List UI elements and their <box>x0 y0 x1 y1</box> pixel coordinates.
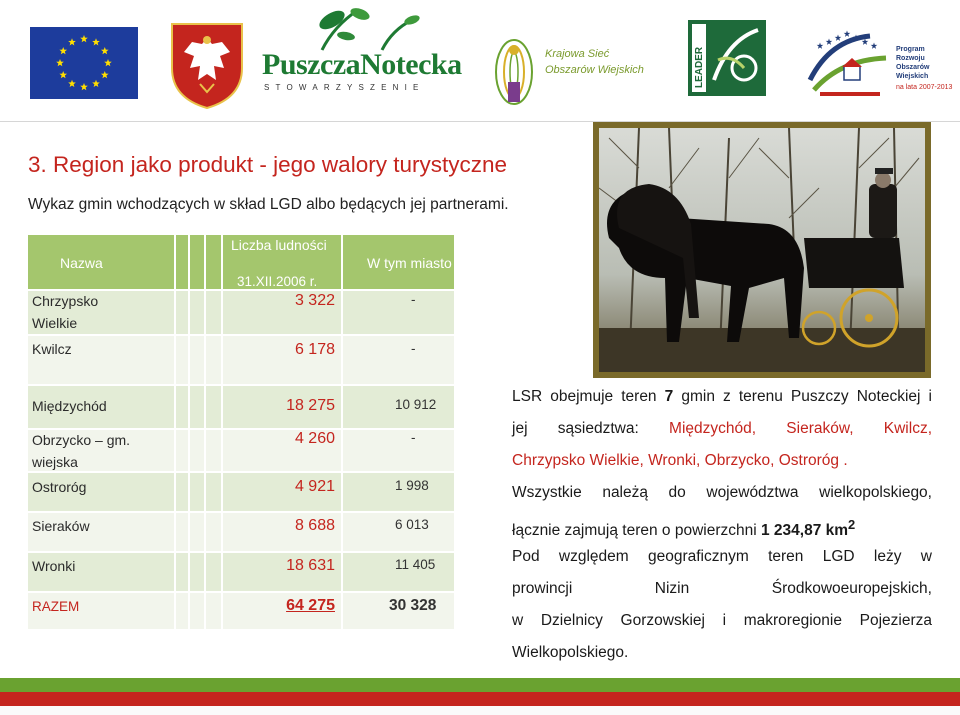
desc-line-9: Wielkopolskiego. <box>512 644 629 661</box>
row-city: - <box>411 430 416 445</box>
prow-line4: Wiejskich <box>896 73 929 80</box>
eu-flag-icon <box>30 27 138 99</box>
table-row <box>28 336 456 386</box>
prow-star-icon <box>871 43 878 49</box>
total-population: 64 275 <box>286 597 335 614</box>
header-population-line1: Liczba ludności <box>231 237 327 253</box>
desc-line-2: jej sąsiedztwa: Międzychód, Sieraków, Kwilcz, <box>512 420 932 437</box>
row-city: - <box>411 292 416 307</box>
prow-star-icon <box>826 39 833 45</box>
prow-logo-icon <box>800 20 900 96</box>
row-city: 6 013 <box>395 517 429 532</box>
row-population: 3 322 <box>294 292 335 309</box>
prow-line5: na lata 2007-2013 <box>896 84 953 91</box>
header-name: Nazwa <box>60 255 103 271</box>
desc-line-3: Chrzypsko Wielkie, Wronki, Obrzycko, Ostroróg . <box>512 452 848 469</box>
row-city: 1 998 <box>395 478 429 493</box>
ksow-line1: Krajowa Sieć <box>545 48 610 60</box>
prow-star-icon <box>835 35 842 41</box>
puszcza-notecka-subtitle: STOWARZYSZENIE <box>264 83 425 92</box>
wielkopolska-crest-icon <box>170 22 244 110</box>
desc-line-4: Wszystkie należą do województwa wielkopolskiego, <box>512 484 932 501</box>
row-name: Wronki <box>32 558 76 574</box>
prow-line2: Rozwoju <box>896 55 925 62</box>
row-city: 10 912 <box>395 397 437 412</box>
table-row <box>28 386 456 430</box>
row-name: Chrzypsko <box>32 293 99 309</box>
row-name: Sieraków <box>32 518 90 534</box>
desc-line-5: łącznie zajmują teren o powierzchni 1 234,87 $km^2$ <box>512 517 856 540</box>
footer-white-stripe <box>0 706 960 715</box>
header-city: W tym miasto <box>367 255 452 271</box>
row-city: - <box>411 341 416 356</box>
row-population: 4 921 <box>294 478 335 495</box>
footer-green-stripe <box>0 678 960 692</box>
logo-bar <box>0 0 960 122</box>
table-row <box>28 291 456 336</box>
prow-line3: Obszarów <box>896 64 930 71</box>
table-row <box>28 553 456 593</box>
leader-logo-icon <box>688 20 766 96</box>
header-population-line2: 31.XII.2006 r. <box>237 274 318 289</box>
ksow-line2: Obszarów Wiejskich <box>545 64 644 76</box>
leader-label: LEADER <box>694 46 705 88</box>
row-name: Obrzycko – gm. <box>32 432 131 448</box>
row-population: 18 275 <box>286 397 335 414</box>
horse-carriage-photo <box>593 122 931 378</box>
slide-title: 3. Region jako produkt - jego walory turystyczne <box>28 152 507 177</box>
region-description <box>512 381 932 669</box>
desc-line-7: prowincji Nizin Środkowoeuropejskich, <box>512 580 932 597</box>
puszcza-notecka-name: PuszczaNotecka <box>262 48 462 81</box>
footer-red-stripe <box>0 692 960 706</box>
row-name: Międzychód <box>32 398 107 414</box>
row-name-line2: Wielkie <box>32 315 78 331</box>
table-row <box>28 430 456 473</box>
table-header-row <box>28 235 456 291</box>
prow-star-icon <box>844 31 851 37</box>
desc-line-8: w Dzielnicy Gorzowskiej i makroregionie Pojezierza <box>512 612 932 629</box>
table-row <box>28 473 456 513</box>
municipalities-table <box>28 235 456 631</box>
row-city: 11 405 <box>395 557 436 572</box>
row-name: Kwilcz <box>32 341 72 357</box>
total-label: RAZEM <box>32 599 80 614</box>
row-population: 8 688 <box>294 517 335 534</box>
row-population: 4 260 <box>294 430 335 447</box>
total-city: 30 328 <box>389 597 437 614</box>
table-total-row <box>28 593 456 631</box>
row-name-line2: wiejska <box>32 454 78 470</box>
row-population: 6 178 <box>294 341 335 358</box>
table-row <box>28 513 456 553</box>
slide-subtitle: Wykaz gmin wchodzących w skład LGD albo będących jej partnerami. <box>28 196 509 213</box>
prow-line1: Program <box>896 46 925 53</box>
horse-carriage-image <box>599 128 925 372</box>
row-population: 18 631 <box>286 557 335 574</box>
prow-star-icon <box>817 43 824 49</box>
desc-line-1: LSR obejmuje teren 7 gmin z terenu Puszczy Noteckiej i <box>512 388 932 405</box>
desc-line-6: Pod względem geograficznym teren LGD leży w <box>512 548 932 565</box>
row-name: Ostroróg <box>32 479 87 495</box>
